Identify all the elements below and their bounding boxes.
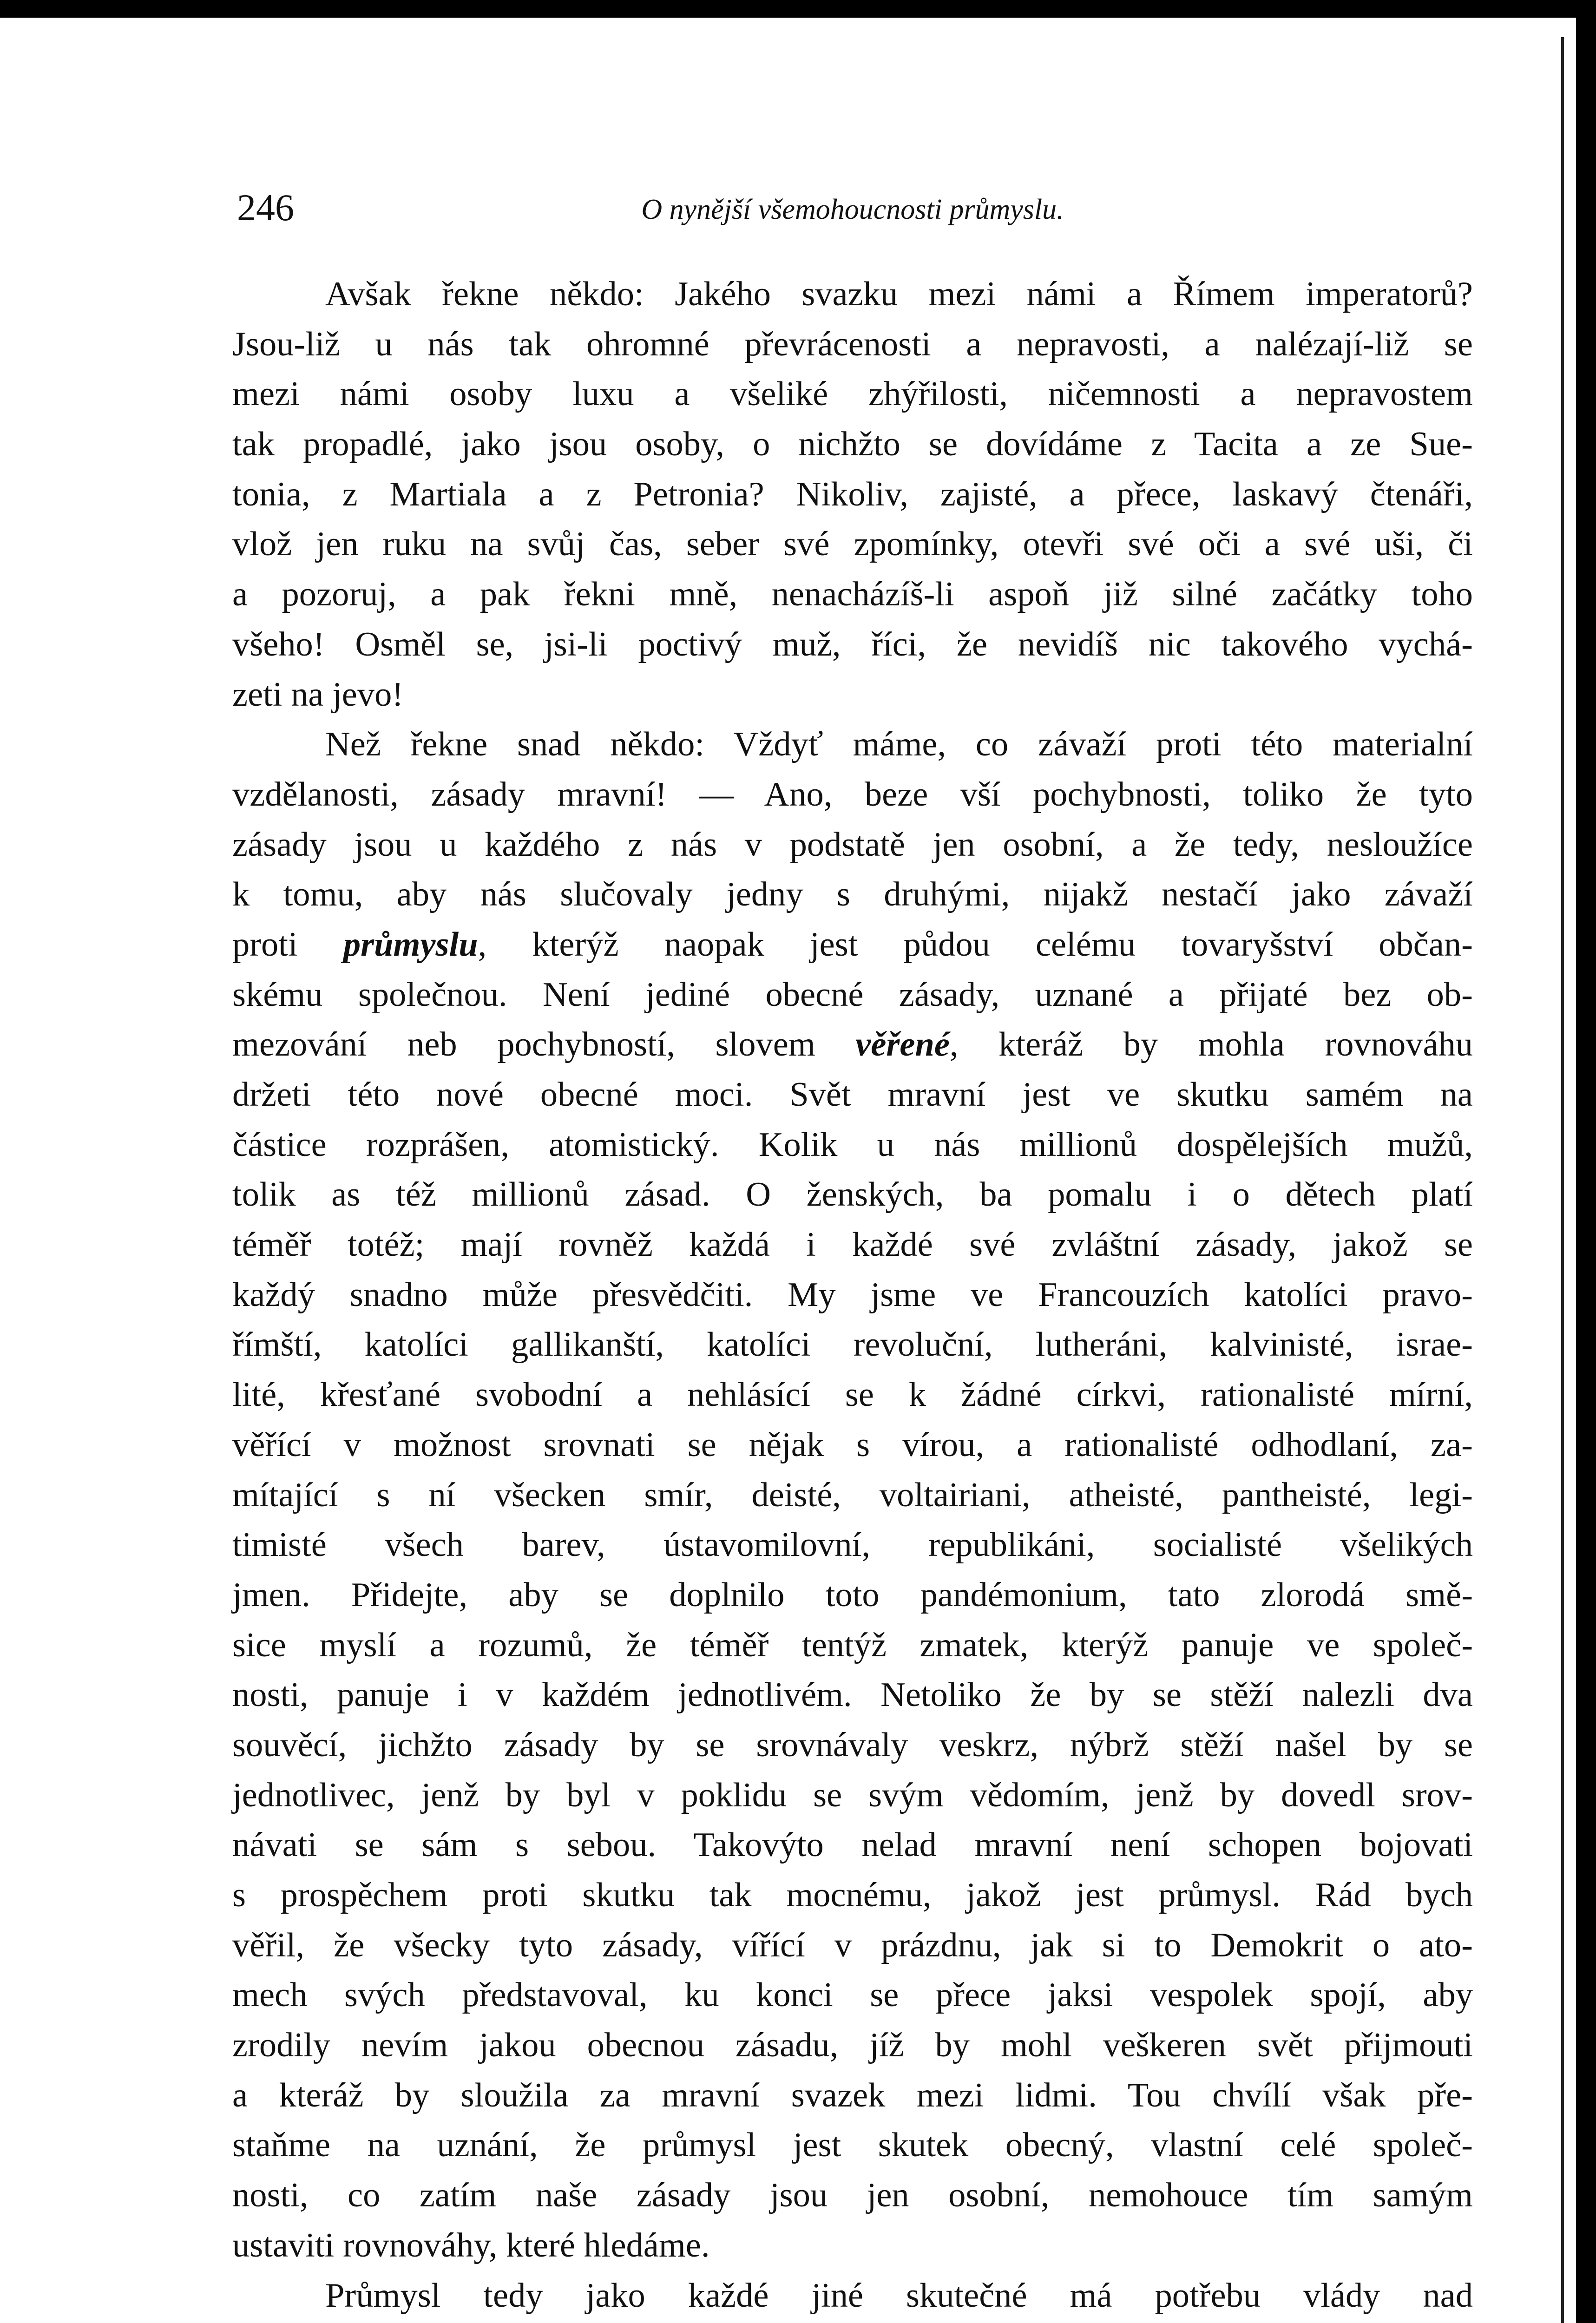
text-line: Než řekne snad někdo: Vždyť máme, co závaží proti této materialní xyxy=(325,725,1473,764)
text-line: mech svých představoval, ku konci se přece jaksi vespolek spojí, aby xyxy=(232,1976,1473,2015)
text-line: mezi námi osoby luxu a všeliké zhýřilosti, ničemnosti a nepravostem xyxy=(232,375,1473,413)
text-line: jmen. Přidejte, aby se doplnilo toto pandémonium, tato zlorodá smě- xyxy=(232,1575,1473,1614)
text-line: téměř totéž; mají rovněž každá i každé své zvláštní zásady, jakož se xyxy=(232,1226,1473,1264)
body-text xyxy=(232,269,1473,2321)
text-line: k tomu, aby nás slučovaly jedny s druhými, nijakž nestačí jako závaží xyxy=(232,875,1473,914)
text-line: timisté všech barev, ústavomilovní, republikáni, socialisté všelikých xyxy=(232,1526,1473,1564)
text-line: mítající s ní všecken smír, deisté, voltairiani, atheisté, pantheisté, legi- xyxy=(232,1476,1473,1514)
text-segment: , kterýž naopak jest půdou celému tovaryšství občan- xyxy=(478,925,1473,964)
emphasized-word: průmyslu xyxy=(343,925,478,964)
text-segment: , kteráž by mohla rovnováhu xyxy=(950,1025,1473,1064)
page-edge xyxy=(1561,37,1564,2323)
text-line: římští, katolíci gallikanští, katolíci revoluční, lutheráni, kalvinisté, israe- xyxy=(232,1326,1473,1364)
scan-border-top xyxy=(0,0,1596,18)
text-line: sice myslí a rozumů, že téměř tentýž zmatek, kterýž panuje ve společ- xyxy=(232,1626,1473,1664)
text-line: zrodily nevím jakou obecnou zásadu, jíž by mohl veškeren svět přijmouti xyxy=(232,2026,1473,2065)
text-line: Průmysl tedy jako každé jiné skutečné má potřebu vlády nad xyxy=(325,2276,1473,2315)
text-line: jednotlivec, jenž by byl v poklidu se svým vědomím, jenž by dovedl srov- xyxy=(232,1776,1473,1814)
text-line: vlož jen ruku na svůj čas, seber své zpomínky, otevři své oči a své uši, či xyxy=(232,525,1473,564)
text-line: souvěcí, jichžto zásady by se srovnávaly veskrz, nýbrž stěží našel by se xyxy=(232,1726,1473,1764)
text-line: návati se sám s sebou. Takovýto nelad mravní není schopen bojovati xyxy=(232,1826,1473,1864)
text-line: ustaviti rovnováhy, které hledáme. xyxy=(232,2226,710,2264)
text-line: tonia, z Martiala a z Petronia? Nikoliv, zajisté, a přece, laskavý čtenáři, xyxy=(232,475,1473,513)
page-header xyxy=(237,186,1468,237)
text-segment: mezování neb pochybností, slovem xyxy=(232,1025,856,1064)
text-line: Avšak řekne někdo: Jakého svazku mezi námi a Římem imperatorů? xyxy=(325,275,1473,313)
scan-border-right xyxy=(1576,0,1596,2323)
text-line: s prospěchem proti skutku tak mocnému, jakož jest průmysl. Rád bych xyxy=(232,1876,1473,1914)
text-line: všeho! Osměl se, jsi-li poctivý muž, říci, že nevidíš nic takového vychá- xyxy=(232,625,1473,663)
text-line: věřící v možnost srovnati se nějak s vírou, a rationalisté odhodlaní, za- xyxy=(232,1425,1473,1464)
text-line: držeti této nové obecné moci. Svět mravní jest ve skutku samém na xyxy=(232,1076,1473,1114)
text-line: zásady jsou u každého z nás v podstatě jen osobní, a že tedy, nesloužíce xyxy=(232,825,1473,864)
text-line: nosti, co zatím naše zásady jsou jen osobní, nemohouce tím samým xyxy=(232,2176,1473,2215)
text-segment: proti xyxy=(232,925,343,964)
text-line: každý snadno může přesvědčiti. My jsme ve Francouzích katolíci pravo- xyxy=(232,1275,1473,1314)
text-line: tolik as též millionů zásad. O ženských, ba pomalu i o dětech platí xyxy=(232,1175,1473,1214)
text-line: zeti na jevo! xyxy=(232,675,404,714)
text-line: staňme na uznání, že průmysl jest skutek obecný, vlastní celé společ- xyxy=(232,2126,1473,2165)
text-line: vzdělanosti, zásady mravní! — Ano, beze vší pochybnosti, toliko že tyto xyxy=(232,775,1473,814)
text-line: Jsou-liž u nás tak ohromné převrácenosti a nepravosti, a nalézají-liž se xyxy=(232,325,1473,363)
text-line: lité, křesťané svobodní a nehlásící se k žádné církvi, rationalisté mírní, xyxy=(232,1376,1473,1414)
page-number: 246 xyxy=(237,186,294,229)
emphasized-word: věřené xyxy=(855,1025,950,1064)
text-line: a kteráž by sloužila za mravní svazek mezi lidmi. Tou chvílí však pře- xyxy=(232,2076,1473,2114)
text-line xyxy=(232,920,1473,970)
text-line: skému společnou. Není jediné obecné zásady, uznané a přijaté bez ob- xyxy=(232,975,1473,1014)
text-line: a pozoruj, a pak řekni mně, nenacházíš-li aspoň již silné začátky toho xyxy=(232,575,1473,614)
text-line: nosti, panuje i v každém jednotlivém. Netoliko že by se stěží nalezli dva xyxy=(232,1676,1473,1714)
text-line: věřil, že všecky tyto zásady, vířící v prázdnu, jak si to Demokrit o ato- xyxy=(232,1926,1473,1964)
running-title: O nynější všemohoucnosti průmyslu. xyxy=(641,194,1064,225)
text-line: částice rozprášen, atomistický. Kolik u nás millionů dospělejších mužů, xyxy=(232,1125,1473,1164)
text-line: tak propadlé, jako jsou osoby, o nichžto se dovídáme z Tacita a ze Sue- xyxy=(232,425,1473,464)
text-line xyxy=(232,1020,1473,1070)
